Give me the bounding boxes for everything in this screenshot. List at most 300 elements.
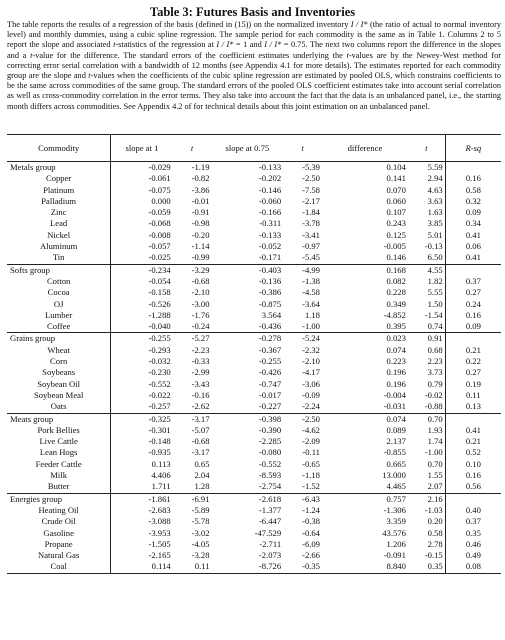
r-squared-cell	[445, 264, 501, 276]
slope-at-1-cell: -0.158	[111, 287, 173, 298]
slope-at-1-cell: -0.293	[111, 345, 173, 356]
t-cell: 0.11	[173, 561, 212, 573]
t-cell: -0.13	[424, 241, 443, 252]
slope-at-075-cell: -0.386	[258, 287, 282, 298]
r-squared-cell: 0.19	[445, 379, 501, 390]
table-row	[7, 252, 501, 264]
t-cell: -3.29	[173, 264, 212, 276]
group-row	[7, 264, 501, 276]
commodity-cell: Coal	[7, 561, 111, 573]
t-cell: -5.89	[191, 504, 210, 515]
slope-at-1-cell: 4.406	[111, 470, 173, 481]
t-cell: 2.07	[427, 481, 443, 492]
commodity-cell: Lumber	[45, 309, 73, 320]
t-cell: -0.24	[191, 321, 210, 332]
slope-at-075-cell: -1.377	[258, 504, 282, 515]
difference-cell: 0.074	[386, 344, 406, 355]
difference-cell: -0.855	[383, 447, 406, 458]
r-squared-cell: 0.58	[445, 185, 501, 196]
slope-at-1-cell: -0.301	[111, 425, 173, 436]
table-row	[7, 436, 501, 447]
slope-at-075-cell: -0.052	[258, 241, 282, 252]
table-row	[7, 287, 501, 298]
commodity-cell: Wheat	[47, 344, 70, 355]
table-row	[7, 379, 501, 390]
slope-at-1-cell: -0.059	[111, 207, 173, 218]
t-cell: -1.14	[191, 241, 210, 252]
commodity-cell: Heating Oil	[38, 504, 79, 515]
difference-cell: 13.000	[382, 470, 406, 481]
t-cell: -5.78	[191, 516, 210, 527]
r-squared-cell: 0.37	[445, 276, 501, 287]
t-cell: -2.66	[302, 550, 320, 561]
r-squared-cell	[445, 162, 501, 174]
commodity-cell: Milk	[50, 470, 67, 481]
r-squared-cell: 0.56	[445, 481, 501, 493]
table-header-row	[7, 135, 501, 162]
t-cell: -3.17	[173, 413, 212, 425]
slope-at-075-cell: -0.146	[258, 184, 282, 195]
t-cell: 0.65	[194, 458, 210, 469]
t-cell: 5.01	[427, 229, 443, 240]
difference-cell: 8.840	[322, 561, 408, 573]
r-squared-cell: 0.11	[445, 390, 501, 401]
difference-cell: 1.206	[386, 538, 406, 549]
t-cell: 2.78	[427, 538, 443, 549]
t-cell: -0.01	[191, 195, 210, 206]
t-cell: -0.33	[191, 356, 210, 367]
t-cell: -3.78	[302, 218, 320, 229]
r-squared-cell	[445, 413, 501, 425]
t-cell: -3.28	[191, 550, 210, 561]
slope-at-1-cell: -0.526	[111, 299, 173, 310]
t-cell: -1.00	[424, 447, 443, 458]
r-squared-cell: 0.16	[445, 310, 501, 321]
difference-cell: -0.005	[383, 241, 406, 252]
t-cell: -4.99	[283, 264, 322, 276]
slope-at-1-cell: -2.165	[111, 550, 173, 561]
slope-at-075-cell: -0.403	[212, 264, 284, 276]
t-cell: -1.76	[191, 309, 210, 320]
table-row	[7, 173, 501, 184]
commodity-cell: Palladium	[41, 195, 77, 206]
t-cell: 1.93	[427, 424, 443, 435]
r-squared-cell: 0.41	[445, 425, 501, 436]
slope-at-075-cell: -0.202	[258, 173, 282, 184]
t-cell: -2.99	[191, 367, 210, 378]
difference-cell: 0.070	[386, 184, 406, 195]
t-cell: -5.39	[302, 162, 320, 172]
t-cell: -0.68	[191, 436, 210, 447]
caption-text: -values when the coefficients of the cubic spline regression are estimated by pooled OLS, which constrains coefficients to be the same across commodities of the same group. The standard errors of the pooled OLS coefficient estimates take into account serial correlation as well as cross-commodity correlation in the error terms. They also take into account the fact that the data is an unbalanced panel, i.e., the starting month differs across commodities. See Appendix 4.2 of for technical details about this joint estimation on an unbalanced panel.	[7, 71, 501, 111]
table-body	[7, 162, 501, 574]
table-row	[7, 459, 501, 470]
r-squared-cell: 0.21	[445, 345, 501, 356]
basis-inventory-table	[7, 134, 501, 574]
t-cell: -2.17	[302, 195, 320, 206]
group-row	[7, 333, 501, 345]
t-cell: 0.70	[427, 458, 443, 469]
table-row	[7, 207, 501, 218]
slope-at-1-cell: -1.288	[111, 310, 173, 321]
caption-math: t	[30, 50, 33, 60]
commodity-cell: Softs group	[7, 264, 111, 276]
t-cell: 0.68	[427, 344, 443, 355]
t-cell: -2.32	[302, 344, 320, 355]
slope-at-1-cell: -0.054	[111, 276, 173, 287]
r-squared-cell: 0.41	[445, 230, 501, 241]
slope-at-1-cell: -3.953	[111, 528, 173, 539]
t-cell: -3.06	[302, 378, 320, 389]
t-cell: -2.10	[191, 287, 210, 298]
t-cell: -2.24	[302, 401, 320, 412]
slope-at-1-cell: -0.255	[111, 333, 173, 345]
commodity-cell: Aluminum	[40, 241, 78, 252]
slope-at-1-cell: -0.325	[111, 413, 173, 425]
r-squared-cell: 0.34	[445, 218, 501, 229]
t-cell: -1.84	[302, 207, 320, 218]
commodity-cell: Gasoline	[43, 527, 74, 538]
t-cell: 2.16	[408, 493, 445, 505]
t-cell: -0.98	[191, 218, 210, 229]
slope-at-075-cell: -0.171	[258, 252, 282, 263]
slope-at-075-cell: -0.060	[258, 195, 282, 206]
t-cell: -0.97	[302, 241, 320, 252]
t-cell: 2.04	[194, 470, 210, 481]
commodity-cell: Platinum	[43, 184, 75, 195]
caption-text: -values are by the Newey-West method for correcting error serial correlation with a bandwidth of 12 months (see Appendix 4.1 for more details). The estimates reported for each commodity group are the slope and	[7, 50, 501, 81]
slope-at-1-cell: -0.552	[111, 379, 173, 390]
difference-cell: 0.228	[386, 287, 406, 298]
difference-cell: 0.089	[386, 424, 406, 435]
difference-cell: 0.665	[386, 458, 406, 469]
t-cell: 1.63	[427, 207, 443, 218]
slope-at-075-cell: -0.875	[258, 298, 282, 309]
commodity-cell: Grains group	[7, 333, 111, 345]
t-cell: -3.00	[191, 298, 210, 309]
t-cell: -3.43	[191, 378, 210, 389]
group-row	[7, 413, 501, 425]
slope-at-075-cell: -0.311	[259, 218, 282, 229]
commodity-cell: Lean Hogs	[39, 447, 78, 458]
t-cell: 2.23	[427, 356, 443, 367]
t-cell: -1.52	[302, 481, 320, 492]
commodity-cell: Lead	[50, 218, 68, 229]
t-cell: 1.55	[427, 470, 443, 481]
caption-math: t	[113, 40, 116, 50]
slope-at-075-cell: -0.227	[258, 401, 282, 412]
slope-at-075-cell: -0.017	[258, 389, 282, 400]
table-row	[7, 528, 501, 539]
t-cell: -2.50	[283, 413, 322, 425]
caption-text: -statistics of the regression at	[115, 40, 217, 50]
t-cell: -3.02	[191, 527, 210, 538]
r-squared-cell	[445, 333, 501, 345]
r-squared-cell: 0.27	[445, 367, 501, 378]
table-row	[7, 356, 501, 367]
difference-cell: 0.168	[322, 264, 408, 276]
table-row	[7, 185, 501, 196]
slope-at-075-cell: -47.529	[254, 527, 282, 538]
r-squared-cell: 0.32	[445, 196, 501, 207]
r-squared-cell: 0.46	[445, 539, 501, 550]
t-cell: -0.16	[191, 389, 210, 400]
t-cell: 3.73	[427, 367, 443, 378]
t-cell: -2.50	[302, 173, 320, 184]
t-cell: -5.27	[173, 333, 212, 345]
slope-at-075-cell: -2.285	[258, 436, 282, 447]
commodity-cell: Cocoa	[47, 287, 70, 298]
difference-cell: 0.243	[386, 218, 406, 229]
header-r-squared: R-sq	[445, 135, 501, 162]
header-commodity: Commodity	[7, 135, 111, 162]
table-row	[7, 505, 501, 516]
table-row	[7, 539, 501, 550]
t-cell: -1.00	[302, 321, 320, 332]
t-cell: 0.74	[427, 321, 443, 332]
t-cell: -5.45	[302, 252, 320, 263]
r-squared-cell: 0.08	[445, 561, 501, 573]
t-cell: -5.24	[283, 333, 322, 345]
header-t: t	[173, 135, 212, 162]
r-squared-cell: 0.06	[445, 241, 501, 252]
t-cell: 4.63	[427, 184, 443, 195]
caption-text: (the ratio of actual to normal inventory level) and monthly dummies, using a cubic spline regression. The sample period for each commodity is the same as in Table 1. Columns 2 to 5 report the slope and associated	[7, 20, 501, 50]
table-row	[7, 390, 501, 401]
slope-at-075-cell: -2.754	[258, 481, 282, 492]
t-cell: -0.38	[302, 516, 320, 527]
r-squared-cell	[445, 493, 501, 505]
t-cell: -1.18	[302, 470, 320, 481]
t-cell: -4.05	[191, 538, 210, 549]
r-squared-cell: 0.27	[445, 287, 501, 298]
slope-at-075-cell: -0.080	[258, 447, 282, 458]
header-slope-at-1: slope at 1	[111, 135, 173, 162]
commodity-cell: Pork Bellies	[37, 424, 80, 435]
caption-math: t	[88, 71, 91, 81]
slope-at-1-cell: -0.025	[111, 252, 173, 264]
slope-at-075-cell: -2.618	[212, 493, 284, 505]
commodity-cell: Feeder Cattle	[35, 458, 82, 469]
slope-at-075-cell: -0.367	[258, 344, 282, 355]
header-slope-at-075: slope at 0.75	[212, 135, 284, 162]
caption-text: = 1 and	[233, 40, 265, 50]
table-row	[7, 550, 501, 561]
slope-at-1-cell: -0.257	[111, 401, 173, 413]
t-cell: -4.62	[302, 424, 320, 435]
difference-cell: 0.082	[386, 275, 406, 286]
table-row	[7, 230, 501, 241]
table-row	[7, 367, 501, 378]
t-cell: 6.50	[427, 252, 443, 263]
table-row	[7, 218, 501, 229]
t-cell: 0.79	[427, 378, 443, 389]
commodity-cell: Tin	[52, 252, 65, 263]
r-squared-cell: 0.37	[445, 516, 501, 527]
slope-at-1-cell: -0.061	[111, 173, 173, 184]
t-cell: -0.91	[191, 207, 210, 218]
t-cell: 0.58	[427, 527, 443, 538]
r-squared-cell: 0.49	[445, 550, 501, 561]
commodity-cell: Copper	[45, 173, 72, 184]
commodity-cell: Oats	[50, 401, 67, 412]
table-row	[7, 401, 501, 413]
difference-cell: -0.004	[383, 389, 406, 400]
slope-at-1-cell: 1.711	[111, 481, 173, 493]
t-cell: -4.17	[302, 367, 320, 378]
r-squared-cell: 0.16	[445, 470, 501, 481]
r-squared-cell: 0.10	[445, 459, 501, 470]
slope-at-1-cell: -0.040	[111, 321, 173, 333]
t-cell: -0.15	[424, 550, 443, 561]
t-cell: 0.35	[408, 561, 445, 573]
slope-at-1-cell: -1.505	[111, 539, 173, 550]
difference-cell: -1.306	[383, 504, 406, 515]
t-cell: -3.64	[302, 298, 320, 309]
table-row	[7, 310, 501, 321]
caption-math: I / I*	[350, 20, 368, 29]
slope-at-1-cell: 0.000	[111, 196, 173, 207]
commodity-cell: Natural Gas	[38, 550, 80, 561]
slope-at-1-cell: -0.022	[111, 390, 173, 401]
slope-at-1-cell: -0.234	[111, 264, 173, 276]
r-squared-cell: 0.35	[445, 528, 501, 539]
difference-cell: 0.196	[386, 378, 406, 389]
table-row	[7, 447, 501, 458]
t-cell: -1.54	[424, 309, 443, 320]
slope-at-075-cell: -0.133	[258, 229, 282, 240]
caption-math: I / I*	[216, 40, 234, 50]
t-cell: -1.19	[191, 162, 210, 172]
t-cell: 1.28	[194, 481, 210, 492]
commodity-cell: Cotton	[46, 275, 71, 286]
r-squared-cell: 0.22	[445, 356, 501, 367]
table-row	[7, 196, 501, 207]
slope-at-1-cell: -1.861	[111, 493, 173, 505]
commodity-cell: Soybean Oil	[37, 378, 81, 389]
t-cell: 1.82	[427, 275, 443, 286]
slope-at-1-cell: 0.113	[111, 459, 173, 470]
r-squared-cell: 0.24	[445, 299, 501, 310]
difference-cell: 2.137	[386, 436, 406, 447]
slope-at-075-cell: -0.426	[258, 367, 282, 378]
caption-math: I / I*	[264, 40, 282, 50]
caption-math: t	[346, 50, 349, 60]
header-difference: difference	[322, 135, 408, 162]
t-cell: 1.18	[304, 309, 320, 320]
group-row	[7, 493, 501, 505]
table-row	[7, 561, 501, 573]
slope-at-075-cell: -6.447	[258, 516, 282, 527]
t-cell: 4.55	[408, 264, 445, 276]
t-cell: -1.03	[424, 504, 443, 515]
t-cell: -0.82	[191, 173, 210, 184]
table-caption	[7, 20, 501, 112]
table-row	[7, 481, 501, 493]
difference-cell: 0.023	[322, 333, 408, 345]
difference-cell: 0.196	[386, 367, 406, 378]
commodity-cell: Propane	[44, 538, 73, 549]
t-cell: -6.09	[302, 538, 320, 549]
slope-at-1-cell: -0.148	[111, 436, 173, 447]
table-row	[7, 241, 501, 252]
difference-cell: 0.223	[386, 356, 406, 367]
difference-cell: 0.107	[386, 207, 406, 218]
slope-at-075-cell: -0.747	[258, 378, 282, 389]
commodity-cell: Nickel	[47, 229, 71, 240]
t-cell: -3.86	[191, 184, 210, 195]
slope-at-1-cell: 0.114	[111, 561, 173, 573]
r-squared-cell: 0.40	[445, 505, 501, 516]
t-cell: 0.91	[408, 333, 445, 345]
t-cell: -4.58	[302, 287, 320, 298]
t-cell: 1.50	[427, 298, 443, 309]
t-cell: -6.91	[173, 493, 212, 505]
t-cell: 3.85	[427, 218, 443, 229]
t-cell: -0.68	[191, 275, 210, 286]
t-cell: -0.11	[302, 447, 320, 458]
commodity-cell: Butter	[47, 481, 70, 492]
slope-at-1-cell: -0.057	[111, 241, 173, 252]
slope-at-1-cell: -0.935	[111, 447, 173, 458]
slope-at-075-cell: -0.255	[258, 356, 282, 367]
t-cell: 0.20	[427, 516, 443, 527]
t-cell: 3.63	[427, 195, 443, 206]
slope-at-075-cell: -8.726	[212, 561, 284, 573]
slope-at-1-cell: -0.068	[111, 218, 173, 229]
slope-at-1-cell: -2.683	[111, 505, 173, 516]
table-title: Table 3: Futures Basis and Inventories	[149, 5, 356, 19]
table-row	[7, 470, 501, 481]
slope-at-1-cell: -0.230	[111, 367, 173, 378]
difference-cell: 0.349	[386, 298, 406, 309]
difference-cell: -0.091	[383, 550, 406, 561]
difference-cell: 0.125	[386, 229, 406, 240]
difference-cell: 0.395	[386, 321, 406, 332]
r-squared-cell: 0.13	[445, 401, 501, 413]
t-cell: -5.07	[191, 424, 210, 435]
commodity-cell: Meats group	[7, 413, 111, 425]
t-cell: -0.20	[191, 229, 210, 240]
caption-text: = 0.75. The next two columns report the difference in the slopes and a	[7, 40, 501, 60]
slope-at-1-cell: -0.032	[111, 356, 173, 367]
difference-cell: 4.465	[386, 481, 406, 492]
slope-at-075-cell: -0.398	[212, 413, 284, 425]
caption-text: -value for the difference. The standard errors of the coefficient estimates underlying the	[32, 50, 347, 60]
t-cell: 2.94	[427, 173, 443, 184]
t-cell: 0.70	[408, 413, 445, 425]
t-cell: -0.99	[191, 252, 210, 263]
table-row	[7, 276, 501, 287]
commodity-cell: Crude Oil	[41, 516, 76, 527]
commodity-cell: Live Cattle	[39, 436, 78, 447]
t-cell: -2.62	[191, 401, 210, 412]
table-row	[7, 425, 501, 436]
commodity-cell: Corn	[50, 356, 68, 367]
difference-cell: 0.141	[386, 173, 406, 184]
table-row	[7, 299, 501, 310]
r-squared-cell: 0.21	[445, 436, 501, 447]
commodity-cell: Soybeans	[42, 367, 76, 378]
t-cell: -7.58	[302, 184, 320, 195]
caption-text: The table reports the results of a regression of the basis (defined in (15)) on the normalized inventory	[7, 20, 351, 29]
commodity-cell: Metals group	[10, 162, 56, 172]
t-cell: 5.59	[427, 162, 443, 172]
difference-cell: -4.852	[383, 309, 406, 320]
table-row	[7, 321, 501, 333]
t-cell: -0.09	[302, 389, 320, 400]
difference-cell: 0.074	[322, 413, 408, 425]
